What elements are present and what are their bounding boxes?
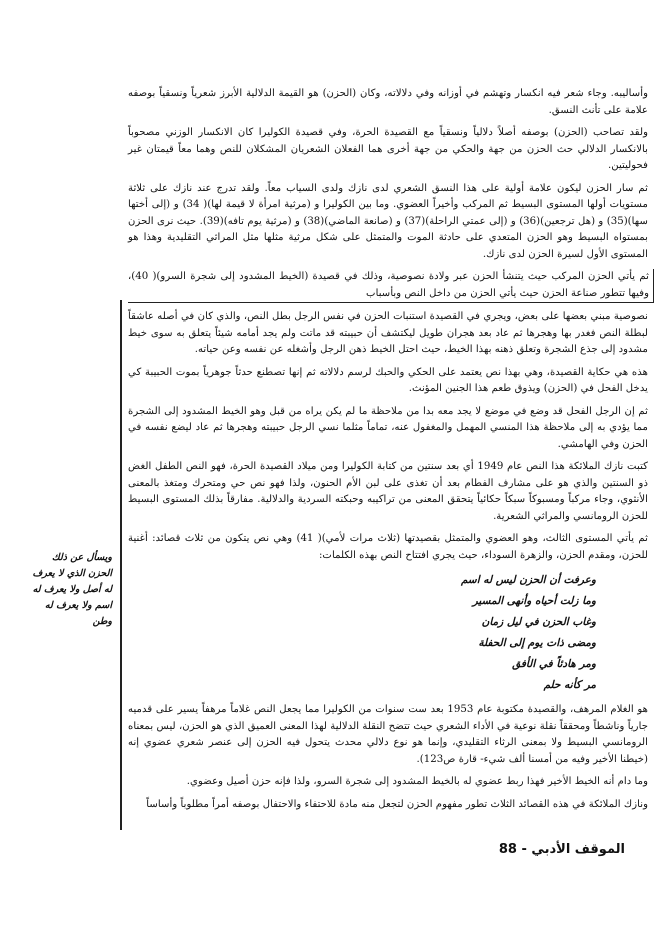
paragraph: ثم إن الرجل الفحل قد وضع في موضع لا يجد معه بدا من ملاحظة ما لم يكن يراه من قبل وهو الخيط المشدود إلى الشجرة مما يؤدي به إلى ملاحظة هذا المنسي المهمل والمغفول عنه، تماماً مثلما نسي الرجل حبيبته وهجرها ثم عاد ليضع نفسه في الحزن وفي الهامشي.	[128, 405, 648, 450]
paragraph: ثم سار الحزن ليكون علامة أولية على هذا النسق الشعري لدى نازك ولدى السياب معاً. ولقد تدرج عند نازك على ثلاثة مستويات أولها المستوى البسيط ثم المركب وأخيراً العضوي. وما بين الكوليرا و (مرثية امرأة لا قيمة لها)( 34) و (إلى أختها سها)(35) و (هل ترجعين)(36) و (إلى عمتي الراحلة)(37) و (صانعة الماضي)(38) و (مرثية يوم تافه)(39). حيث نرى الحزن بمستواه البسيط وهو الحزن المتعدي على حادثة الموت والمتمثل على شكل مرثية مثلها مثل المراثي التقليدية وهذا هو المستوى الأول لسيرة الحزن لدى نازك.	[128, 182, 648, 260]
paragraph: ونازك الملائكة في هذه القصائد الثلاث تطور مفهوم الحزن لتجعل منه مادة للاحتفاء والاحتفال بوصفه أمراً مطلوباً وأساساً	[146, 798, 648, 810]
margin-note: ويسأل عن ذلك الحزن الذي لا يعرف له أصل ولا يعرف له اسم ولا يعرف له وطن	[32, 552, 112, 627]
poem-line: ومر هادئاً في الأفق	[512, 658, 596, 670]
article-column	[128, 86, 648, 819]
paragraph: هذه هي حكاية القصيدة، وهي بهذا نص يعتمد على الحكي والحبك لرسم دلالاته ثم إنها تصطنع حدثاً جوهرياً بموت الحبيبة كي يدخل الفحل في (الحزن) ويذوق طعم هذا الجنين المؤنث.	[128, 366, 648, 394]
poem-line: ومضى ذات يوم إلى الحفلة	[478, 637, 596, 649]
page-footer: الموقف الأدبي - 88	[498, 842, 625, 857]
poem-line: وما زلت أحياه وأنهى المسير	[472, 595, 596, 607]
paragraph: ولقد تصاحب (الحزن) بوصفه أصلاً دلالياً ونسقياً مع القصيدة الحرة، وفي قصيدة الكوليرا كان الانكسار الوزني مصحوباً بالانكسار الدلالي حث الحزن من جهة والحكي من جهة أخرى هما الفعلان الشعريان المشكلان للنص وهما معاً قيمتان غير فحوليتين.	[128, 127, 648, 171]
bordered-section	[128, 269, 654, 303]
paragraph: ثم يأتي المستوى الثالث، وهو العضوي والمتمثل بقصيدتها (ثلاث مرات لأمي)( 41) وهي نص يتكون من ثلاث قصائد: أغنية للحزن، ومقدم الحزن، والزهرة السوداء، حيث يجري افتتاح النص بهذه الكلمات:	[128, 533, 648, 561]
paragraph: كتبت نازك الملائكة هذا النص عام 1949 أي بعد سنتين من كتابة الكوليرا ومن ميلاد القصيدة الحرة، فهو النص الطفل الغض ذو السنتين والذي هو على مشارف الفطام بعد أن تغذى على لبن الأم الحنون، ولذا فهو نص حي ومتحرك ومتغذ بالمعنى الأنثوي، وجاء مركباً ومسبوكاً سبكاً حكائياً يتحقق المعنى من تراكيبه وحبكته السردية والدلالية. مفارقاً بذلك المستوى البسيط للحزن الرومانسي والمراثي الشعرية.	[128, 461, 648, 522]
paragraph: وما دام أنه الخيط الأخير فهذا ربط عضوي له بالخيط المشدود إلى شجرة السرو، ولذا فإنه حزن أصيل وعضوي.	[186, 776, 648, 787]
margin-divider	[120, 300, 122, 830]
paragraph: ثم يأتي الحزن المركب حيث يتنشأ الحزن عبر ولادة نصوصية، وذلك في قصيدة (الخيط المشدود إلى شجرة السرو)( 40)، وفيها تتطور صناعة الحزن حيث يأتي الحزن من داخل النص وبأسباب	[128, 271, 649, 299]
paragraph: وأساليبه. وجاء شعر فيه انكسار وتهشم في أوزانه وفي دلالاته، وكان (الحزن) هو القيمة الدلالية الأبرز شعرياً ونسقياً بوصفه علامة على تأنث النسق.	[128, 88, 648, 116]
poem-line: مر كأنه حلم	[543, 679, 596, 691]
poem-line: وعرفت أن الحزن ليس له اسم	[460, 574, 596, 586]
poem-line: وغاب الحزن في ليل زمان	[481, 616, 596, 628]
paragraph: هو الغلام المرهف، والقصيدة مكتوبة عام 1953 بعد ست سنوات من الكوليرا مما يجعل النص غلاماً مرهفاً يسير على قدميه جارياً وناشطاً ومحققاً نقلة نوعية في الأداء الشعري حيث تتضح النقلة الدلالية لهذا المعنى العميق الذي هو الحزن، ليس بمعناه الرومانسي البسيط ولا بمعنى الرثاء التقليدي، وإنما هو نوع دلالي محدث يتحول فيه الحزن إلى عنصر شعري عضوي إنه (خيطنا الأخير وفيه من أمسنا ألف شيء- قارة ص123).	[128, 704, 648, 765]
paragraph: نصوصية مبني بعضها على بعض، ويجري في القصيدة استنبات الحزن في نفس الرجل بطل النص، والذي كان في أصله عاشقاً لبطلة النص فغدر بها وهجرها ثم عاد بعد هجران طويل ليكتشف أن حبيبته قد ماتت ولم يجد أمامه شيئاً يتعلق به سوى خيط مشدود إلى جذع الشجرة وتعلق ذهنه بهذا الخيط، حيث احتل الخيط ذهن الرجل وأشغله عن نفسه وعن حياته.	[128, 311, 648, 355]
poem-block	[128, 570, 648, 696]
